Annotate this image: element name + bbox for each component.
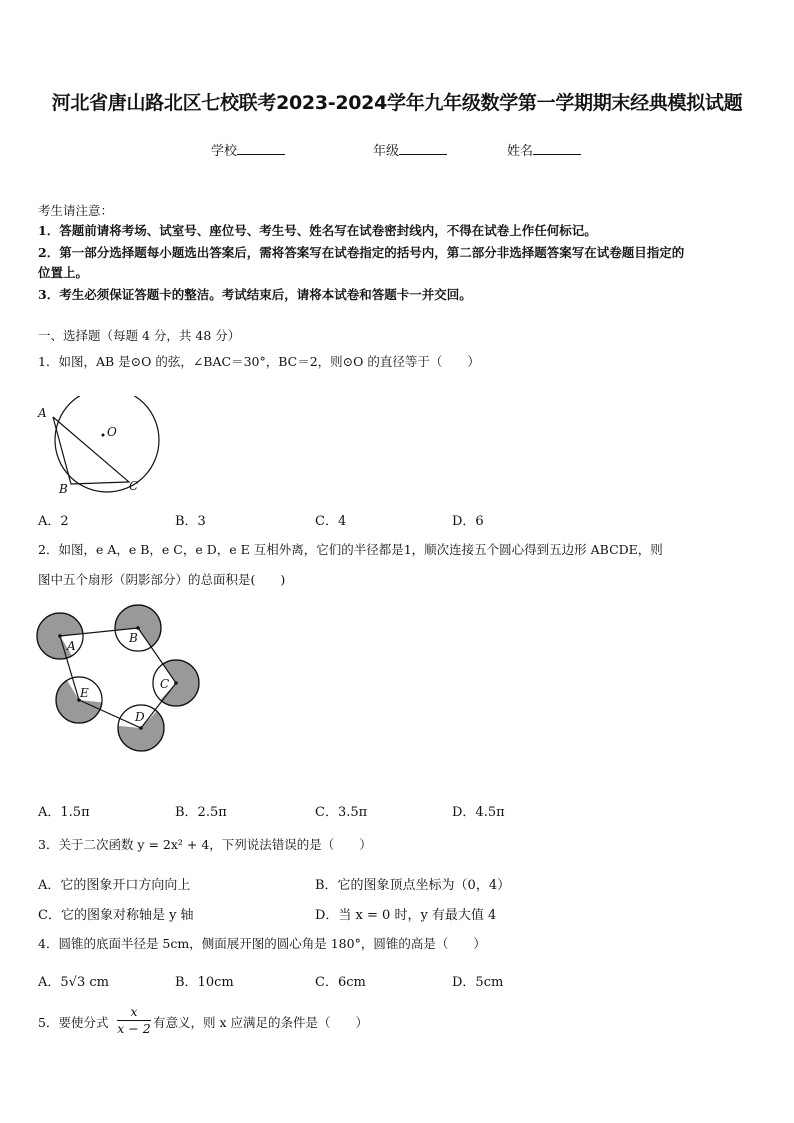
fraction-denominator: x − 2 — [117, 1021, 151, 1036]
notice-item-1: 1．答题前请将考场、试室号、座位号、考生号、姓名写在试卷密封线内，不得在试卷上作任何标记。 — [38, 223, 597, 238]
q3-option-b[interactable]: B．它的图象顶点坐标为（0，4） — [315, 878, 511, 893]
q4-option-c[interactable]: C．6cm — [315, 975, 366, 990]
q3-option-a[interactable]: A．它的图象开口方向向上 — [38, 878, 191, 893]
label-o: O — [107, 425, 117, 439]
q4-option-b[interactable]: B．10cm — [175, 975, 234, 990]
school-blank[interactable] — [237, 142, 285, 155]
q3-stem: 3．关于二次函数 y = 2x² + 4，下列说法错误的是（ ） — [38, 837, 372, 852]
name-blank[interactable] — [533, 142, 581, 155]
name-label: 姓名 — [507, 144, 534, 159]
q1-stem: 1．如图，AB 是⊙O 的弦，∠BAC＝30°，BC＝2，则⊙O 的直径等于（ ） — [38, 354, 480, 369]
q4-option-d[interactable]: D．5cm — [452, 975, 504, 990]
circle-o — [55, 396, 159, 492]
label-c: C — [129, 479, 139, 493]
label-b: B — [59, 482, 68, 496]
name-field[interactable] — [507, 140, 581, 159]
section-heading: 一、选择题（每题 4 分，共 48 分） — [38, 328, 241, 343]
notice-item-3: 3．考生必须保证答题卡的整洁。考试结束后，请将本试卷和答题卡一并交回。 — [38, 287, 472, 302]
grade-blank[interactable] — [399, 142, 447, 155]
label-d: D — [135, 710, 145, 724]
q1-option-a[interactable]: A．2 — [38, 514, 69, 529]
grade-field[interactable] — [373, 140, 447, 159]
q2-option-b[interactable]: B．2.5π — [175, 805, 227, 820]
q3-option-d[interactable]: D．当 x = 0 时，y 有最大值 4 — [315, 908, 497, 923]
label-a: A — [67, 639, 76, 653]
notice-item-2-cont: 位置上。 — [38, 265, 89, 280]
notice-heading: 考生请注意： — [38, 203, 114, 218]
q2-stem-line2: 图中五个扇形（阴影部分）的总面积是( ) — [38, 572, 286, 587]
q5-stem-after: 有意义，则 x 应满足的条件是（ ） — [153, 1015, 368, 1030]
q1-option-c[interactable]: C．4 — [315, 514, 347, 529]
q4-stem: 4．圆锥的底面半径是 5cm，侧面展开图的圆心角是 180°，圆锥的高是（ ） — [38, 936, 486, 951]
q5-fraction — [117, 1004, 151, 1037]
school-field[interactable] — [211, 140, 285, 159]
q3-option-c[interactable]: C．它的图象对称轴是 y 轴 — [38, 908, 194, 923]
grade-label: 年级 — [373, 144, 400, 159]
label-b: B — [129, 631, 138, 645]
q1-option-b[interactable]: B．3 — [175, 514, 206, 529]
q5-stem-before: 5．要使分式 — [38, 1015, 109, 1030]
triangle-abc — [53, 417, 129, 484]
q1-figure — [30, 396, 170, 500]
label-c: C — [160, 677, 170, 691]
label-a: A — [38, 406, 47, 420]
notice-item-2: 2．第一部分选择题每小题选出答案后，需将答案写在试卷指定的括号内，第二部分非选择题答案写在试卷题目指定的 — [38, 245, 685, 260]
q4-option-a[interactable]: A．5√3 cm — [38, 975, 109, 990]
school-label: 学校 — [211, 144, 238, 159]
fraction-numerator: x — [117, 1004, 151, 1021]
q2-option-d[interactable]: D．4.5π — [452, 805, 505, 820]
page-title: 河北省唐山路北区七校联考2023-2024学年九年级数学第一学期期末经典模拟试题 — [51, 92, 743, 114]
q2-stem-line1: 2．如图，e A，e B，e C，e D，e E 互相外离，它们的半径都是1，顺次连接五个圆心得到五边形 ABCDE，则 — [38, 542, 663, 557]
q2-option-a[interactable]: A．1.5π — [38, 805, 90, 820]
q1-option-d[interactable]: D．6 — [452, 514, 484, 529]
center-o-dot — [102, 434, 105, 437]
q2-option-c[interactable]: C．3.5π — [315, 805, 368, 820]
q2-figure — [30, 598, 210, 758]
label-e: E — [80, 686, 89, 700]
